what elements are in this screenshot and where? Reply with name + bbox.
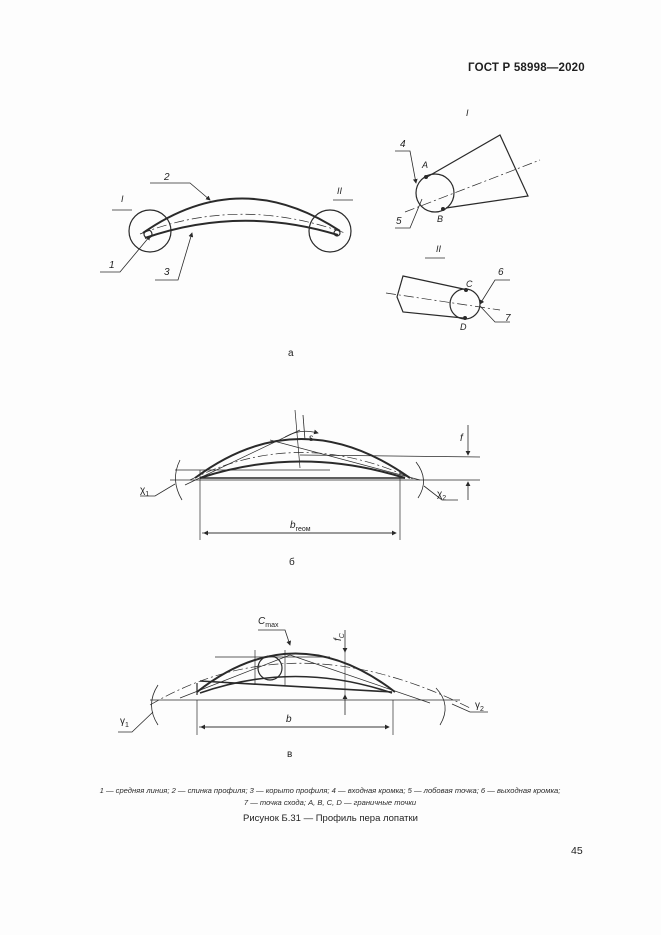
point-C: C xyxy=(466,279,473,289)
figure-legend xyxy=(40,785,620,809)
figure-b-label: б xyxy=(289,557,295,568)
detail-II xyxy=(386,258,510,322)
view-marker-2: II xyxy=(337,186,343,196)
epsilon-label: ε xyxy=(309,433,314,444)
chi-2-label: $\chi_2$ xyxy=(437,489,447,502)
callout-1: 1 xyxy=(109,260,115,271)
callout-2: 2 xyxy=(164,172,170,183)
view-marker-1: I xyxy=(121,194,124,204)
callout-4: 4 xyxy=(400,139,406,150)
callout-5: 5 xyxy=(396,216,402,227)
callout-6: 6 xyxy=(498,267,504,278)
chi-1-label: $\chi_1$ xyxy=(140,485,150,498)
page-number: 45 xyxy=(571,845,583,857)
gamma-2-label: $\gamma_2$ xyxy=(475,700,484,713)
standard-header: ГОСТ Р 58998—2020 xyxy=(468,62,585,74)
point-A: A xyxy=(422,160,429,170)
callout-3: 3 xyxy=(164,267,170,278)
legend-line-1: 1 — средняя линия; 2 — спинка профиля; 3 — корыто профиля; 4 — входная кромка; 5 — лобовая точка; 6 — выходная кромка; xyxy=(99,786,561,795)
detail-I-title: I xyxy=(466,108,469,118)
b-label-v: b xyxy=(286,714,292,725)
detail-I xyxy=(395,135,540,228)
legend-line-2: 7 — точка схода; A, B, C, D — граничные точки xyxy=(243,798,417,807)
figure-a-label: а xyxy=(288,348,294,359)
gamma-1-label: $\gamma_1$ xyxy=(120,716,129,729)
figure-v-label: в xyxy=(287,749,293,760)
callout-7: 7 xyxy=(505,313,511,324)
figure-v-profile xyxy=(118,630,488,735)
detail-II-title: II xyxy=(436,244,442,254)
figure-b-profile xyxy=(140,410,480,540)
f-label-b: f xyxy=(460,433,463,444)
c-max-label: $C_{max}$ xyxy=(258,616,279,629)
f-c-label: $f_C$ xyxy=(333,633,346,641)
figure-a-profile xyxy=(100,183,353,280)
figure-caption: Рисунок Б.31 — Профиль пера лопатки xyxy=(243,813,418,824)
point-D: D xyxy=(460,322,467,332)
point-B: B xyxy=(437,214,444,224)
b-geom-label: $b_{геом}$ xyxy=(290,520,311,533)
